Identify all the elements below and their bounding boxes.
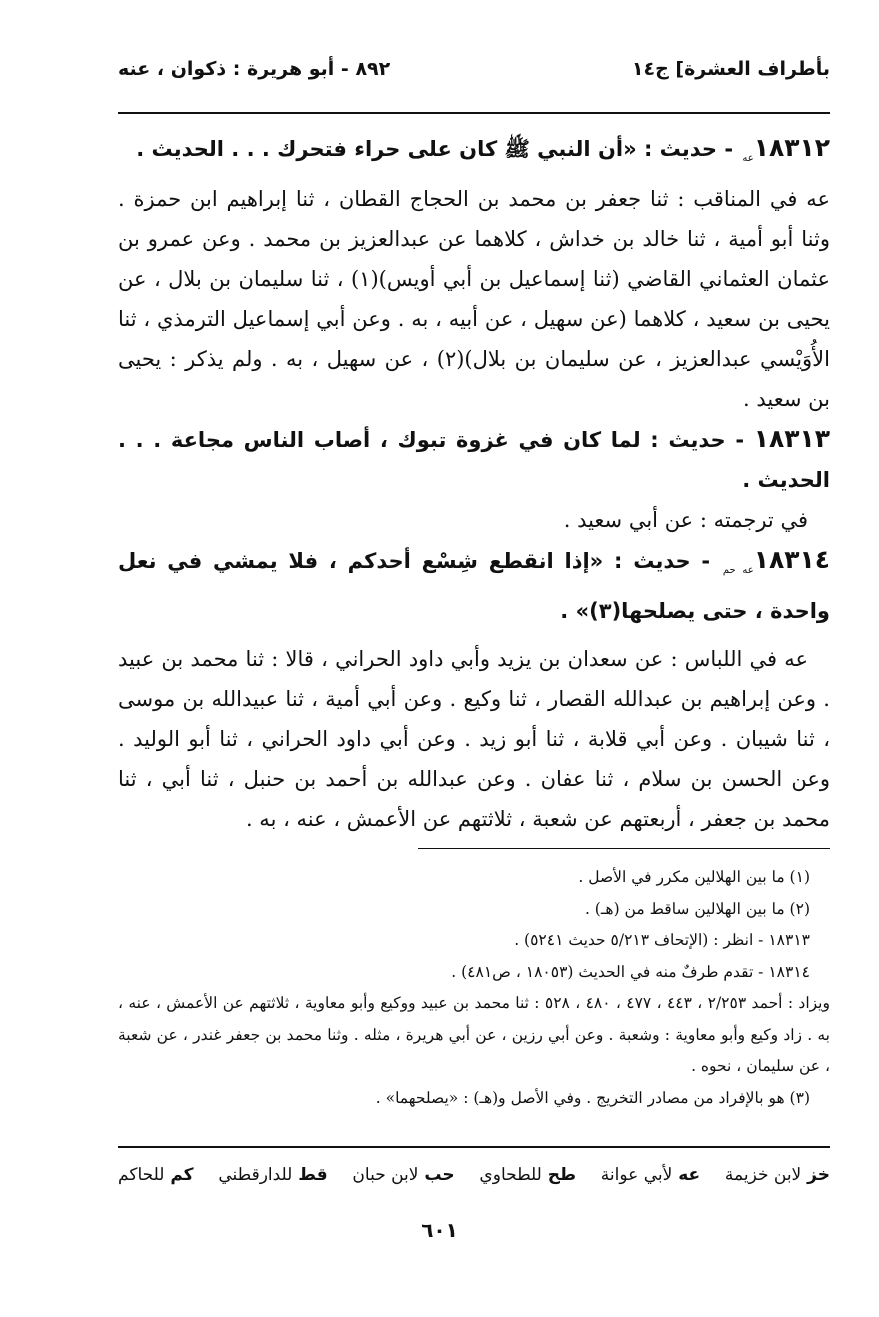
entry-title: - حديث : «أن النبي ﷺ كان على حراء فتحرك . . . الحديث . (136, 137, 734, 161)
footnote-continuation: ويزاد : أحمد ٢/٢٥٣ ، ٤٤٣ ، ٤٧٧ ، ٤٨٠ ، ٥٢٨ : ثنا محمد بن عبيد ووكيع وأبو معاوية ، ثلاثتهم عن الأعمش ، عنه ، به . زاد وكيع وأبو معاوية : وشعبة . وعن أبي رزين ، عن أبي هريرة ، مثله . وثنا محمد بن جعفر غندر ، عن شعبة ، عن سليمان ، نحوه . (118, 994, 830, 1075)
abbreviation-item (118, 1160, 194, 1190)
abbreviation-name: لابن حبان (352, 1165, 419, 1185)
abbreviation-item (479, 1160, 576, 1190)
entry-paragraph: في ترجمته : عن أبي سعيد . (563, 508, 808, 533)
abbreviation-code: قط (292, 1165, 328, 1185)
entry-title: - حديث : «إذا انقطع شِسْع أحدكم ، فلا يمشي في نعل واحدة ، حتى يصلحها(٣)» . (118, 549, 830, 624)
entry-paragraph: عه في اللباس : عن سعدان بن يزيد وأبي داود الحراني ، قالا : ثنا محمد بن عبيد . وعن إبراهيم بن عبدالله القصار ، ثنا وكيع . وعن أبي أمية ، ثنا عبيدالله بن موسى ، ثنا شيبان . وعن أبي قلابة ، ثنا أبو زيد . وعن أبي داود الحراني ، ثنا أبو الوليد . وعن الحسن بن سلام ، ثنا عفان . وعن عبدالله بن أحمد بن حنبل ، ثنا أبي ، ثنا محمد بن جعفر ، أربعتهم عن شعبة ، ثلاثتهم عن الأعمش ، عنه ، به . (118, 647, 830, 832)
abbreviation-code: حب (418, 1165, 455, 1185)
abbreviation-name: لأبي عوانة (600, 1165, 673, 1185)
entry-number: ١٨٣١٢ (753, 133, 830, 162)
spacer (118, 631, 830, 639)
abbreviation-item (352, 1160, 454, 1190)
page-number: ٦٠١ (421, 1218, 458, 1242)
entry-siglum: عه حم (722, 565, 754, 577)
entry-siglum: عه (742, 153, 754, 165)
running-header (118, 58, 830, 80)
abbreviation-name: للطحاوي (479, 1165, 542, 1185)
footnote: (٣) هو بالإفراد من مصادر التخريج . وفي الأصل و(هـ) : «يصلحهما» . (375, 1088, 810, 1107)
abbreviation-rule (118, 1146, 830, 1148)
abbreviation-item (725, 1160, 830, 1190)
footnote-rule (418, 848, 830, 849)
abbreviation-name: للدارقطني (218, 1165, 293, 1185)
abbreviation-code: عه (672, 1165, 701, 1185)
abbreviation-code: كم (164, 1165, 194, 1185)
footnote: ١٨٣١٤ - تقدم طرفٌ منه في الحديث (١٨٠٥٣ ، ص٤٨١) . (451, 962, 810, 981)
header-book-title: بأطراف العشرة] ج١٤ (631, 58, 830, 80)
entry-number: ١٨٣١٣ (753, 424, 830, 454)
header-section-title: ٨٩٢ - أبو هريرة : ذكوان ، عنه (118, 58, 391, 80)
abbreviation-item (601, 1160, 700, 1190)
footnote: (١) ما بين الهلالين مكرر في الأصل . (578, 868, 810, 886)
abbreviation-code: خز (801, 1165, 830, 1185)
hadith-entry-heading (118, 540, 830, 631)
abbreviation-name: للحاكم (118, 1165, 165, 1185)
entry-paragraph: عه في المناقب : ثنا جعفر بن محمد بن الحجاج القطان ، ثنا إبراهيم ابن حمزة . وثنا أبو أمية ، ثنا خالد بن خداش ، كلاهما عن عبدالعزيز بن محمد . وعن عمرو بن عثمان العثماني القاضي (ثنا إسماعيل بن أبي أويس)(١) ، ثنا سليمان بن بلال ، عن يحيى بن سعيد ، كلاهما (عن سهيل ، عن أبيه ، به . وعن أبي إسماعيل الترمذي ، ثنا الأُوَيْسي عبدالعزيز ، عن سليمان بن بلال)(٢) ، عن سهيل ، به . ولم يذكر : يحيى بن سعيد . (118, 187, 830, 412)
footnotes (118, 862, 830, 1114)
footnote: (٢) ما بين الهلالين ساقط من (هـ) . (584, 899, 810, 918)
abbreviation-code: طح (541, 1165, 577, 1185)
footnote: ١٨٣١٣ - انظر : (الإتحاف ٥/٢١٣ حديث ٥٢٤١) . (514, 931, 810, 949)
abbreviation-name: لابن خزيمة (724, 1165, 802, 1185)
header-rule (118, 112, 830, 114)
abbreviation-item (218, 1160, 327, 1190)
main-text (118, 128, 830, 839)
entry-number: ١٨٣١٤ (753, 545, 831, 575)
hadith-entry-heading (118, 419, 830, 500)
abbreviation-key (118, 1160, 830, 1190)
entry-title: - حديث : لما كان في غزوة تبوك ، أصاب الناس مجاعة . . . الحديث . (118, 428, 830, 493)
hadith-entry-heading (118, 128, 830, 179)
